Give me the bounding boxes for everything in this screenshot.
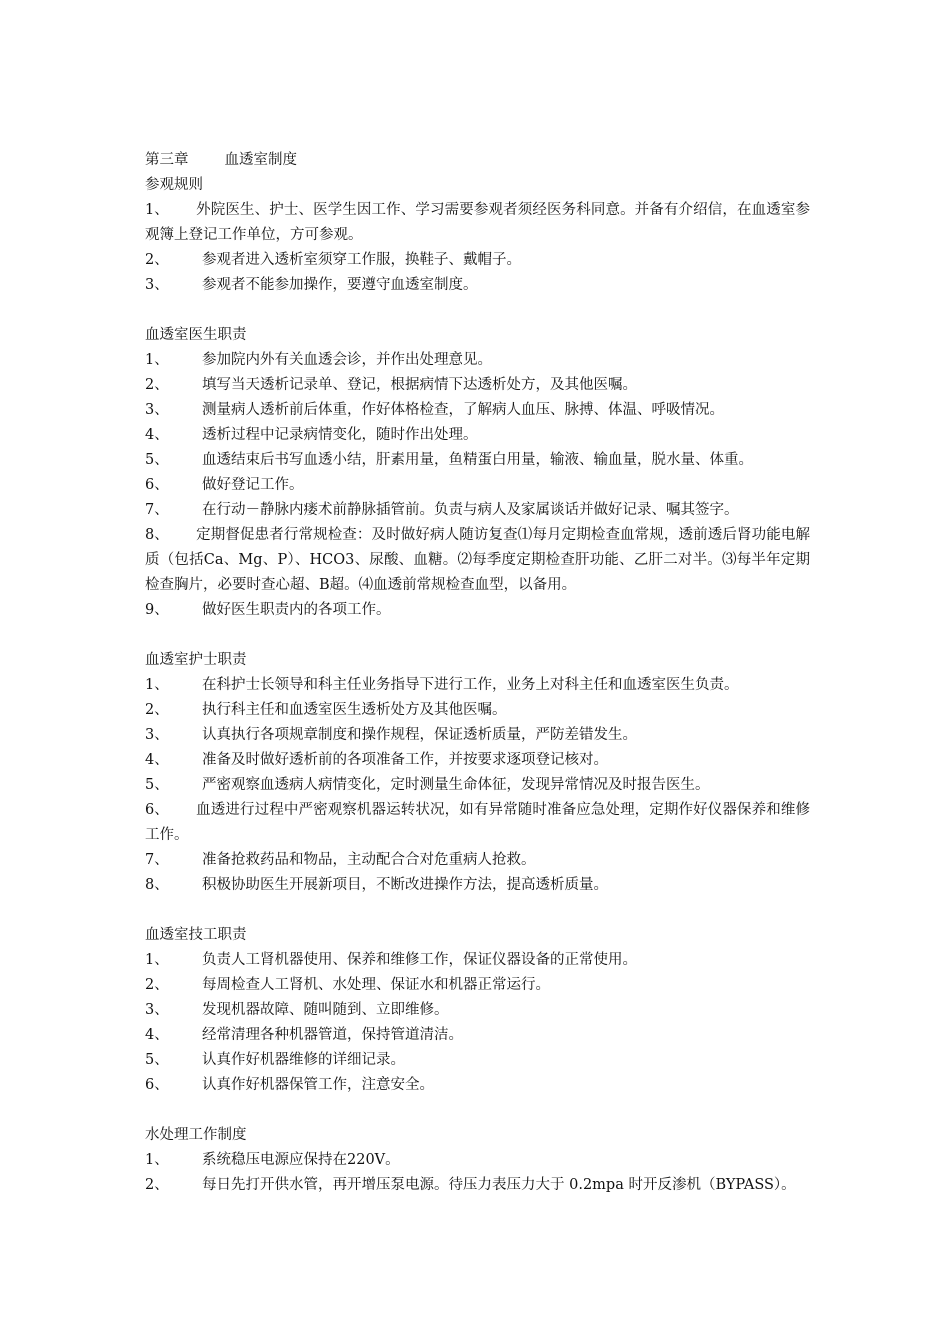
list-item: 2、 参观者进入透析室须穿工作服，换鞋子、戴帽子。 <box>145 252 521 268</box>
list-item: 7、 准备抢救药品和物品，主动配合合对危重病人抢救。 <box>145 852 536 868</box>
section-heading: 血透室医生职责 <box>145 327 247 343</box>
list-item: 6、 做好登记工作。 <box>145 477 304 493</box>
section-heading: 血透室护士职责 <box>145 652 247 668</box>
chapter-title <box>145 148 810 173</box>
list-item: 2、 填写当天透析记录单、登记，根据病情下达透析处方，及其他医嘱。 <box>145 377 637 393</box>
list-item: 2、 每周检查人工肾机、水处理、保证水和机器正常运行。 <box>145 977 550 993</box>
chapter-label: 第三章 <box>145 152 189 168</box>
list-item: 4、 准备及时做好透析前的各项准备工作，并按要求逐项登记核对。 <box>145 752 608 768</box>
list-item: 2、 每日先打开供水管，再开增压泵电源。待压力表压力大于 0.2mpa 时开反渗机（BYPASS）。 <box>145 1177 796 1193</box>
list-item: 1、 系统稳压电源应保持在220V。 <box>145 1152 400 1168</box>
list-item: 4、 经常清理各种机器管道，保持管道清洁。 <box>145 1027 463 1043</box>
list-item: 6、 血透进行过程中严密观察机器运转状况，如有异常随时准备应急处理，定期作好仪器保养和维修工作。 <box>145 802 810 843</box>
list-item: 5、 血透结束后书写血透小结，肝素用量，鱼精蛋白用量，输液、输血量，脱水量、体重。 <box>145 452 753 468</box>
list-item: 8、 定期督促患者行常规检查：及时做好病人随访复查⑴每月定期检查血常规，透前透后肾功能电解质（包括Ca、Mg、P）、HCO3、尿酸、血糖。⑵每季度定期检查肝功能、乙肝二对半。⑶每半年定期检查胸片，必要时查心超、B超。⑷血透前常规检查血型，以备用。 <box>145 527 810 593</box>
list-item: 9、 做好医生职责内的各项工作。 <box>145 602 391 618</box>
list-item: 4、 透析过程中记录病情变化，随时作出处理。 <box>145 427 478 443</box>
list-item: 2、 执行科主任和血透室医生透析处方及其他医嘱。 <box>145 702 507 718</box>
list-item: 3、 认真执行各项规章制度和操作规程，保证透析质量，严防差错发生。 <box>145 727 637 743</box>
list-item: 1、 外院医生、护士、医学生因工作、学习需要参观者须经医务科同意。并备有介绍信，在血透室参观簿上登记工作单位，方可参观。 <box>145 202 810 243</box>
section-heading: 血透室技工职责 <box>145 927 247 943</box>
list-item: 5、 认真作好机器维修的详细记录。 <box>145 1052 405 1068</box>
chapter-name: 血透室制度 <box>224 152 297 168</box>
document-page <box>145 148 810 1198</box>
list-item: 3、 发现机器故障、随叫随到、立即维修。 <box>145 1002 449 1018</box>
section-heading: 水处理工作制度 <box>145 1127 247 1143</box>
list-item: 7、 在行动－静脉内瘘术前静脉插管前。负责与病人及家属谈话并做好记录、嘱其签字。 <box>145 502 739 518</box>
list-item: 1、 负责人工肾机器使用、保养和维修工作，保证仪器设备的正常使用。 <box>145 952 637 968</box>
list-item: 1、 在科护士长领导和科主任业务指导下进行工作，业务上对科主任和血透室医生负责。 <box>145 677 739 693</box>
list-item: 3、 参观者不能参加操作，要遵守血透室制度。 <box>145 277 478 293</box>
section-heading: 参观规则 <box>145 177 203 193</box>
list-item: 5、 严密观察血透病人病情变化，定时测量生命体征，发现异常情况及时报告医生。 <box>145 777 710 793</box>
list-item: 8、 积极协助医生开展新项目，不断改进操作方法，提高透析质量。 <box>145 877 608 893</box>
list-item: 3、 测量病人透析前后体重，作好体格检查，了解病人血压、脉搏、体温、呼吸情况。 <box>145 402 724 418</box>
list-item: 6、 认真作好机器保管工作，注意安全。 <box>145 1077 434 1093</box>
list-item: 1、 参加院内外有关血透会诊，并作出处理意见。 <box>145 352 492 368</box>
